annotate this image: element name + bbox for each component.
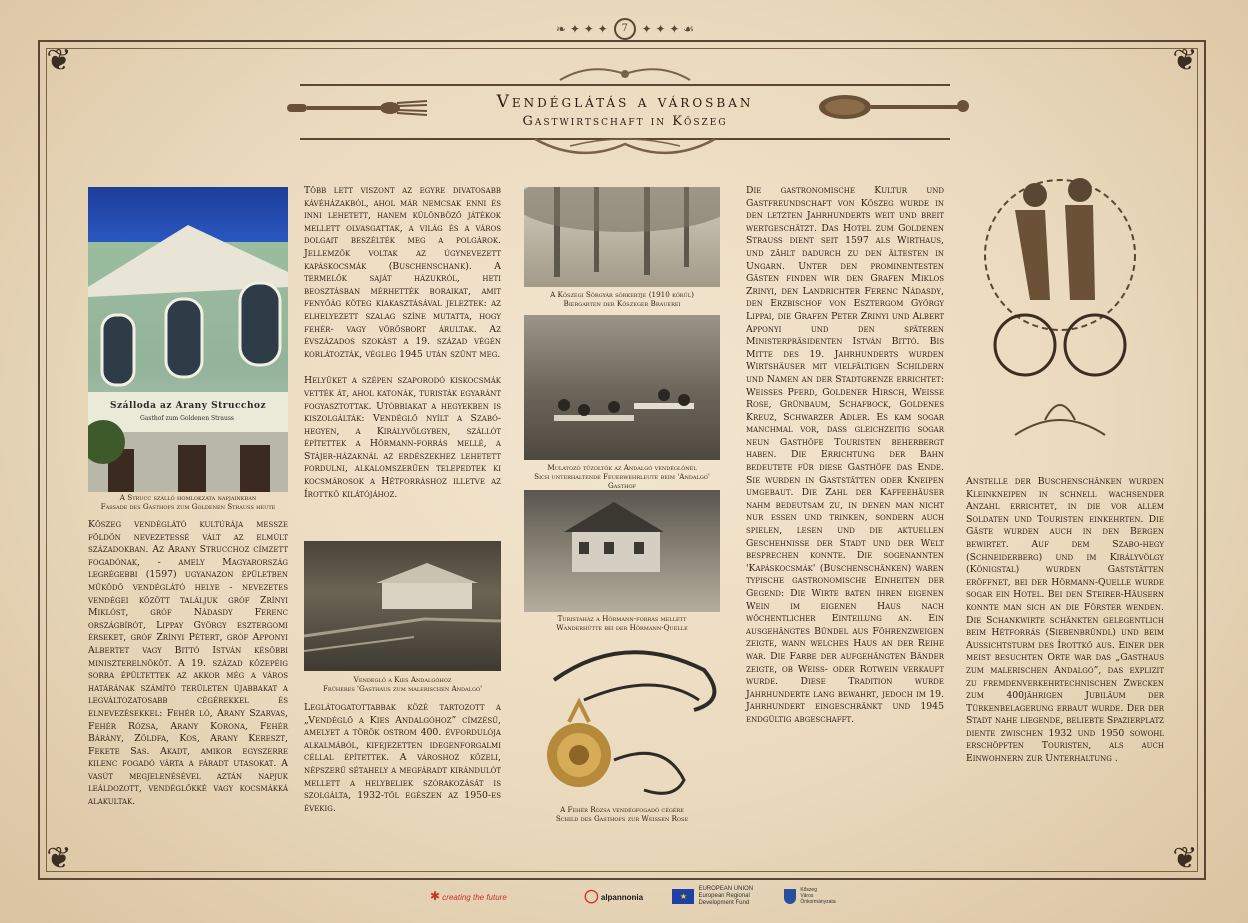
title-box: [300, 84, 950, 140]
caption-hu: A Fehér Rózsa vendégfogadó cégére: [560, 805, 684, 814]
logo-text: Development Fund: [698, 899, 750, 906]
logo-text: Önkormányzata: [800, 899, 836, 905]
photo-caption: [524, 463, 720, 490]
caption-de: Schild des Gasthofs zur Weissen Rose: [555, 814, 689, 823]
column5-text: Anstelle der Buschenschänken wurden Kleinkneipen in schnell wachsender Anzahl errichtet, in die vor allem Soldaten und Touristen einkehrten. Die Gäste wurden auch in den Bergen bewirtet. Auf dem Szabo-hegy (Schneiderberg) und im Királyvölgy (Königstal) wurden Gaststätten eröffnet, bei der Hörmann-Quelle wurde sogar ein Hotel. Bei den Steirer-Häusern konnte man sich an die Förster wenden. Die Schankwirte schänkten gelegentlich beim Hétforrás (Siebenbründl) und beim Aussichtsturm des Írottkő aus. Einer der meist besuchten Orte war das „Gasthaus zum malerischen Andalgó”, das explizit zu fremdenverkehrtechnischen Zwecken zum 400jährigen Jubiläum der Türkenbelagerung erbaut wurde. Der der Stadt nahe liegende, beliebte Spazierplatz diente zwischen 1932 und 1950 sowohl erschöpften Touristen, als auch Einwohnern zur Unterhaltung .: [966, 476, 1164, 765]
flourish-bottom-icon: [530, 134, 720, 164]
logo-text: creating the future: [442, 893, 507, 902]
eu-logo: [672, 886, 766, 907]
paragraph: Több lett viszont az egyre divatosabb kávéházakból, ahol már nemcsak enni és inni lehetett, hanem különböző játékok mellett olvasgattak, a világ és a város dolgait beszélték meg a polgárok. Jellemzők voltak az úgynevezett kapáskocsmák (Buschenschank). A termelők saját házukról, heti beosztásban mérhették boraikat, amit fenyőág köteg kiakasztásával jeleztek: az elhelyezett szalag színe mutatta, hogy fehér- vagy vörösbort árultak. Az évszázados szokást a 19. század végén korlátozták, végleg 1945 után szűnt meg.: [304, 185, 501, 360]
hotel-sign-sub: Gasthof zum Goldenen Strauss: [140, 415, 234, 422]
logo-text: alpannonia: [600, 893, 644, 902]
andalgo-photo: [304, 541, 501, 671]
hormann-hut-photo: [524, 490, 720, 612]
photo-caption: [88, 493, 288, 511]
medallion: 7: [614, 18, 636, 40]
logo-text: Város: [800, 893, 814, 899]
eu-text: [698, 886, 753, 907]
flourish-top-icon: [555, 62, 695, 84]
people-icon: ✱: [430, 889, 441, 903]
flourish-icon: ❧ ✦ ✦ ✦: [555, 22, 608, 36]
firemen-photo: [524, 315, 720, 460]
photo-caption: [524, 805, 720, 823]
coat-of-arms-icon: [784, 889, 796, 904]
caption-hu: A Kőszegi Sörgyár sörkertje (1910 körül): [550, 290, 694, 299]
eu-flag-icon: ★: [672, 889, 694, 904]
caption-hu: Mulatozó tűzoltók az Andalgó vendéglőnél: [547, 463, 697, 472]
column1-text: Kőszeg vendéglátó kultúrája messze földön nevezetessé vált az elmúlt századokban. Az Arany Strucchoz címzett fogadónak, - amely Magyarország legrégebbi (1597) ugyanazon épületben működő vendéglátó helye - nevezetes vendégei között találjuk gróf Zrínyi Miklóst, gróf Nádasdy Ferenc országbírót, Lippay György esztergomi érseket, gróf Zrínyi Pétert, gróf Apponyi Albertet vagy Bittó István későbbi miniszterelnököt. A 19. század közepéig sorra épültettek az akkor még a város határának számító területen újabbakat a legváltozatosabb cégérekkel és elnevezésekkel: Fehér ló, Arany Szarvas, Fehér Rózsa, Arany Korona, Fehér Bárány, Zöldfa, Kos, Arany Kereszt, Fekete Sas. Akadt, amikor egyszerre kilenc fogadó várta a fáradt utasokat. A vasút megjelenésével aztán napjuk leáldozott, vendéglőkké vagy kocsmákká alakultak.: [88, 519, 288, 808]
logo-text: Kőszeg: [800, 887, 817, 893]
photo-caption: [524, 614, 720, 632]
caption-hu: A Strucc szálló homlokzata napjainkban: [119, 493, 257, 502]
caption-de: Biergarten der Kőszeger Brauerei: [563, 299, 681, 308]
top-ornament: [520, 18, 730, 40]
strucc-hotel-photo: [88, 187, 288, 492]
creating-future-logo: [430, 889, 566, 903]
koszeg-text: [800, 887, 835, 905]
corner-ornament-icon: ❦: [46, 841, 72, 876]
page-title: Vendéglátás a városban: [496, 92, 754, 112]
caption-de: Früheres 'Gasthaus zum malerischen Andalgó': [322, 684, 483, 693]
white-rose-sign-image: [524, 640, 724, 805]
logo-text: European Regional: [698, 892, 750, 899]
logo-text: EUROPEAN UNION: [698, 885, 754, 892]
koszeg-logo: [784, 887, 850, 905]
column2-text-bottom: Leglátogatottabbak közé tartozott a „Vendéglő a Kies Andalgóhoz” címzésű, amelyet a török ostrom 400. évfordulója alkalmából, kifejezetten idegenforgalmi céllal építettek. A városhoz közeli, népszerű sétahely a megfáradt kirándulót mellett a helybeliek szórakozását is szolgálta, 1932-től egészen az 1950-es évekig.: [304, 702, 501, 814]
swirl-icon: ◯: [584, 888, 599, 903]
page-subtitle: Gastwirtschaft in Kőszeg: [522, 114, 728, 129]
photo-caption: [304, 675, 501, 693]
alpannonia-logo: [584, 888, 654, 904]
column2-text: [304, 185, 501, 510]
corner-ornament-icon: ❦: [1172, 841, 1198, 876]
photo-caption: [524, 290, 720, 308]
paragraph: Helyüket a szépen szaporodó kiskocsmák vették át, ahol katonák, turisták egyaránt fogyasztottak. Utóbbiakat a hegyekben is kiszolgálták: Vendéglő nyílt a Szabó-hegyen, a Királyvölgyben, szállót építettek a Hörmann-forrás mellé, a Stájer-házaknál az erdészekhez lehetett fordulni, alkalomszerűen telepedtek ki kocsmárosok a Hétforráshoz illetve az Írottkő kilátójához.: [304, 375, 501, 500]
caption-de: Sich unterhaltende Feuerwehrleute beim 'Andalgó' Gasthof: [534, 472, 710, 490]
caption-hu: Turistaház a Hörmann-forrás mellett: [557, 614, 687, 623]
footer-logos: [430, 878, 850, 914]
corner-ornament-icon: ❦: [46, 43, 72, 78]
hotel-sign: Szálloda az Arany Strucchoz: [110, 401, 267, 411]
flourish-icon: ✦ ✦ ✦ ☙: [641, 22, 695, 36]
beer-garden-photo: [524, 187, 720, 287]
caption-de: Wanderhütte bei der Hörmann-Quelle: [556, 623, 688, 632]
cyclists-illustration: [975, 150, 1155, 450]
corner-ornament-icon: ❦: [1172, 43, 1198, 78]
column4-text: Die gastronomische Kultur und Gastfreundschaft von Kőszeg wurde in den letzten Jahrhunderts weit und breit wertgeschätzt. Das Hotel zum Goldenen Strauss dient seit 1597 als Wirthaus, und zählt dadurch zu den ältesten in Ungarn. Unter den prominentesten Gästen finden wir den Grafen Miklos Zrinyi, den Landrichter Ferenc Nádasdy, den Erzbischof von Esztergom György Lippai, die Grafen Peter Zrinyi und Albert Apponyi und den späteren Ministerpräsidenten István Bittó. Bis Mitte des 19. Jahrhunderts wurden Wirtshäuser mit vielfältigen Schildern und Namen an der Stadtgrenze errichtet: Weisses Pferd, Goldener Hirsch, Weisse Rose, Grünbaum, Schafbock, Goldenes Kreuz, Schwarzer Adler. Es kam sogar manchmal vor, dass gleichzeitig sogar neun Gasthöfe Touristen beherbergt haben. Die Errichtung der Bahn bedeutete für diese Gasthöfe das Ende. Sie wurden in Gaststätten oder Kneipen umgebaut. Die Zahl der Kaffeehäuser nahm bedeutsam zu, in denen man nicht nur essen und trinken, sondern auch spielen, lesen und die aktuellen Geschehnisse der Stadt und der Welt besprechen konnte. Die sogenannten 'Kapáskocsmák' (Buschenschänken) waren typische gastronomische Einheiten der Gegend: Die Wirte baten ihren eigenen Wein im eigenen Haus nach wöchentlicher Einteilung an. Ein ausgehängtes Bündel aus Föhrenzweigen zeigte, wann welches Haus an der Reihe war. Die Farbe der aufgehängten Bänder zeigte, ob Weiss- oder Rotwein verkauft wurde. Diese Tradition wurde Jahrhunderte lang bewahrt, jedoch im 19. Jahrhundert eingeschränkt und 1945 endgültig abgeschafft.: [746, 185, 944, 725]
caption-hu: Vendéglő a Kies Andalgóhoz: [353, 675, 452, 684]
caption-de: Fassade des Gasthofs zum Goldenen Strauss heute: [100, 502, 276, 511]
